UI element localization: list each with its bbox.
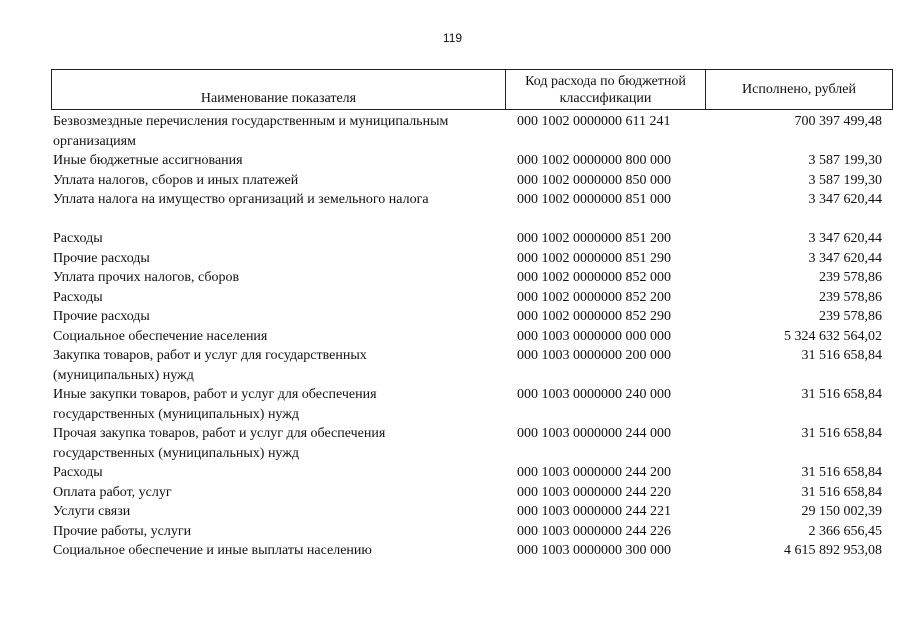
row-name: Иные бюджетные ассигнования <box>53 153 243 168</box>
row-name: Социальное обеспечение населения <box>53 328 268 344</box>
row-code: 000 1003 0000000 244 221 <box>517 504 671 519</box>
row-code: 000 1003 0000000 244 200 <box>517 465 671 480</box>
row-code: 000 1002 0000000 852 200 <box>517 289 671 305</box>
row-name: Расходы <box>53 231 103 246</box>
row-name: Социальное обеспечение и иные выплаты населению <box>53 543 372 558</box>
table-row <box>0 422 905 461</box>
row-value: 3 587 199,30 <box>808 153 882 168</box>
table-row <box>0 286 905 306</box>
row-name: Расходы <box>53 289 103 305</box>
table-row <box>0 539 905 559</box>
table-row <box>0 149 905 169</box>
row-name: Оплата работ, услуг <box>53 484 172 500</box>
row-value: 700 397 499,48 <box>794 114 882 129</box>
row-name: Уплата прочих налогов, сборов <box>53 270 240 285</box>
row-value: 2 366 656,45 <box>808 523 882 539</box>
table-row <box>0 500 905 520</box>
table-row <box>0 169 905 189</box>
row-name: Расходы <box>53 465 103 480</box>
column-header-executed: Исполнено, рублей <box>742 82 856 97</box>
row-value: 3 587 199,30 <box>808 172 882 188</box>
table-row <box>0 266 905 286</box>
column-header-code: Код расхода по бюджетной классификации <box>506 70 706 109</box>
row-value: 3 347 620,44 <box>808 250 882 266</box>
row-value: 239 578,86 <box>819 289 882 305</box>
table-row <box>0 520 905 540</box>
row-code: 000 1003 0000000 000 000 <box>517 328 671 344</box>
row-value: 31 516 658,84 <box>801 484 882 500</box>
table-header <box>51 69 893 110</box>
row-value: 5 324 632 564,02 <box>784 328 882 344</box>
row-value: 3 347 620,44 <box>808 192 882 207</box>
row-code: 000 1002 0000000 852 290 <box>517 309 671 324</box>
table-row <box>0 305 905 325</box>
row-code: 000 1003 0000000 244 220 <box>517 484 671 500</box>
row-code: 000 1002 0000000 851 200 <box>517 231 671 246</box>
row-code: 000 1002 0000000 611 241 <box>517 114 671 129</box>
row-value: 29 150 002,39 <box>801 504 882 519</box>
row-name: Безвозмездные перечисления государственным и муниципальным организациям <box>53 114 449 149</box>
row-code: 000 1003 0000000 244 000 <box>517 426 671 441</box>
row-value: 31 516 658,84 <box>801 426 882 441</box>
row-name: Прочие расходы <box>53 250 150 266</box>
row-code: 000 1003 0000000 300 000 <box>517 543 671 558</box>
row-code: 000 1003 0000000 244 226 <box>517 523 671 539</box>
table-row <box>0 344 905 383</box>
row-code: 000 1002 0000000 851 000 <box>517 192 671 207</box>
row-name: Уплата налогов, сборов и иных платежей <box>53 172 299 188</box>
row-value: 4 615 892 953,08 <box>784 543 882 558</box>
row-value: 239 578,86 <box>819 309 882 324</box>
row-value: 31 516 658,84 <box>801 465 882 480</box>
table-row <box>0 481 905 501</box>
table-row <box>0 461 905 481</box>
row-name: Прочая закупка товаров, работ и услуг для обеспечения государственных (муниципальных) нужд <box>53 426 386 461</box>
row-code: 000 1003 0000000 240 000 <box>517 387 671 402</box>
table-row <box>0 188 905 227</box>
table-row <box>0 110 905 149</box>
row-name: Иные закупки товаров, работ и услуг для обеспечения государственных (муниципальных) нужд <box>53 387 377 422</box>
table-row <box>0 227 905 247</box>
row-name: Услуги связи <box>53 504 131 519</box>
row-value: 239 578,86 <box>819 270 882 285</box>
row-code: 000 1003 0000000 200 000 <box>517 348 671 363</box>
row-value: 31 516 658,84 <box>801 387 882 402</box>
table-row <box>0 383 905 422</box>
column-header-name: Наименование показателя <box>52 70 506 109</box>
row-code: 000 1002 0000000 800 000 <box>517 153 671 168</box>
table-row <box>0 325 905 345</box>
row-code: 000 1002 0000000 851 290 <box>517 250 671 266</box>
table-row <box>0 247 905 267</box>
row-name: Прочие работы, услуги <box>53 523 192 539</box>
row-value: 31 516 658,84 <box>801 348 882 363</box>
row-value: 3 347 620,44 <box>808 231 882 246</box>
page-number: 119 <box>442 31 463 45</box>
row-name: Уплата налога на имущество организаций и земельного налога <box>53 192 429 207</box>
row-code: 000 1002 0000000 850 000 <box>517 172 671 188</box>
row-name: Закупка товаров, работ и услуг для государственных (муниципальных) нужд <box>53 348 367 383</box>
row-code: 000 1002 0000000 852 000 <box>517 270 671 285</box>
row-name: Прочие расходы <box>53 309 150 324</box>
table-body <box>0 110 905 559</box>
